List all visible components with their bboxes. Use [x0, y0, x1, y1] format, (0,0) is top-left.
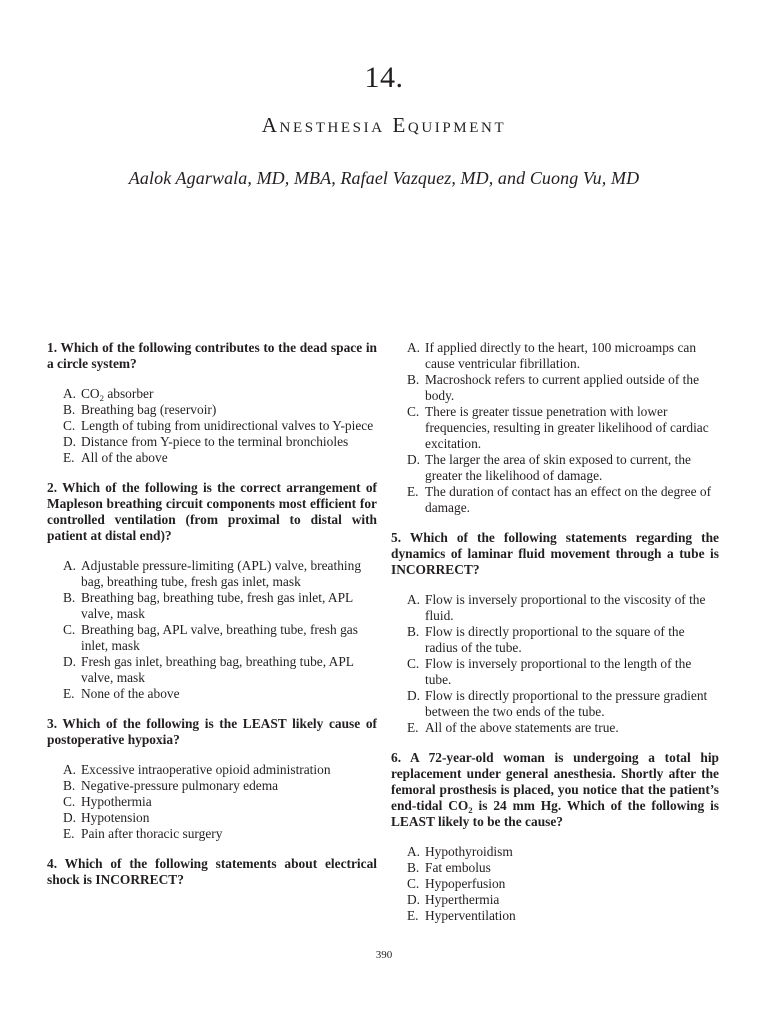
option-6c: C. Hypoperfusion [407, 876, 506, 891]
option-6d: D. Hyperthermia [407, 892, 500, 907]
question-3-options [47, 762, 377, 842]
option-1c: C. Length of tubing from unidirectional valves to Y-piece [63, 418, 374, 433]
option-4c: C. There is greater tissue penetration with lower frequencies, resulting in greater likelihood of cardiac excitation. [407, 404, 709, 451]
option-5a: A. Flow is inversely proportional to the viscosity of the fluid. [407, 592, 706, 623]
option-1b: B. Breathing bag (reservoir) [63, 402, 217, 417]
option-2a: A. Adjustable pressure-limiting (APL) valve, breathing bag, breathing tube, fresh gas inlet, mask [63, 558, 362, 589]
chapter-authors: Aalok Agarwala, MD, MBA, Rafael Vazquez, MD, and Cuong Vu, MD [128, 168, 640, 188]
option-3b: B. Negative-pressure pulmonary edema [63, 778, 279, 793]
option-3e: E. Pain after thoracic surgery [63, 826, 223, 841]
question-6-options [391, 844, 719, 924]
question-4-stem: 4. Which of the following statements about electrical shock is INCORRECT? [47, 856, 377, 887]
option-3c: C. Hypothermia [63, 794, 152, 809]
option-1e: E. All of the above [63, 450, 168, 465]
question-5-options [391, 592, 719, 736]
question-1-options [47, 386, 377, 466]
question-2-stem: 2. Which of the following is the correct arrangement of Mapleson breathing circuit components most efficient for controlled ventilation (from proximal to distal with patient at distal end)? [47, 480, 377, 543]
option-1a: A. $CO_2$ absorber [63, 386, 154, 404]
option-2c: C. Breathing bag, APL valve, breathing tube, fresh gas inlet, mask [63, 622, 358, 653]
option-6a: A. Hypothyroidism [407, 844, 513, 859]
option-1d: D. Distance from Y-piece to the terminal bronchioles [63, 434, 349, 449]
option-3a: A. Excessive intraoperative opioid administration [63, 762, 331, 777]
chapter-title: Anesthesia Equipment [261, 113, 507, 137]
question-3-stem: 3. Which of the following is the LEAST likely cause of postoperative hypoxia? [47, 716, 377, 747]
question-2-options [47, 558, 377, 702]
question-4-options [391, 340, 719, 516]
page-number: 390 [375, 949, 393, 961]
option-5c: C. Flow is inversely proportional to the length of the tube. [407, 656, 692, 687]
option-3d: D. Hypotension [63, 810, 150, 825]
question-6-stem: 6. A 72-year-old woman is undergoing a total hip replacement under general anesthesia. Shortly after the femoral prosthesis is placed, you notice that the patient’s end-tidal $CO_2$ is 24 mm Hg. Which of the following is LEAST likely to be the cause? [391, 750, 719, 829]
left-column [47, 340, 377, 888]
option-4b: B. Macroshock refers to current applied outside of the body. [407, 372, 700, 403]
option-5d: D. Flow is directly proportional to the pressure gradient between the two ends of the tube. [407, 688, 708, 719]
option-2b: B. Breathing bag, breathing tube, fresh gas inlet, APL valve, mask [63, 590, 353, 621]
chapter-number: 14. [364, 61, 404, 94]
option-4d: D. The larger the area of skin exposed to current, the greater the likelihood of damage. [407, 452, 691, 483]
option-4a: A. If applied directly to the heart, 100 microamps can cause ventricular fibrillation. [407, 340, 697, 371]
question-5-stem: 5. Which of the following statements regarding the dynamics of laminar fluid movement through a tube is INCORRECT? [391, 530, 719, 577]
question-1-stem: 1. Which of the following contributes to the dead space in a circle system? [47, 340, 377, 371]
option-5b: B. Flow is directly proportional to the square of the radius of the tube. [407, 624, 685, 655]
option-5e: E. All of the above statements are true. [407, 720, 619, 735]
right-column [391, 340, 719, 924]
option-4e: E. The duration of contact has an effect on the degree of damage. [407, 484, 712, 515]
option-6e: E. Hyperventilation [407, 908, 516, 923]
option-2e: E. None of the above [63, 686, 180, 701]
option-6b: B. Fat embolus [407, 860, 491, 875]
option-2d: D. Fresh gas inlet, breathing bag, breathing tube, APL valve, mask [63, 654, 354, 685]
